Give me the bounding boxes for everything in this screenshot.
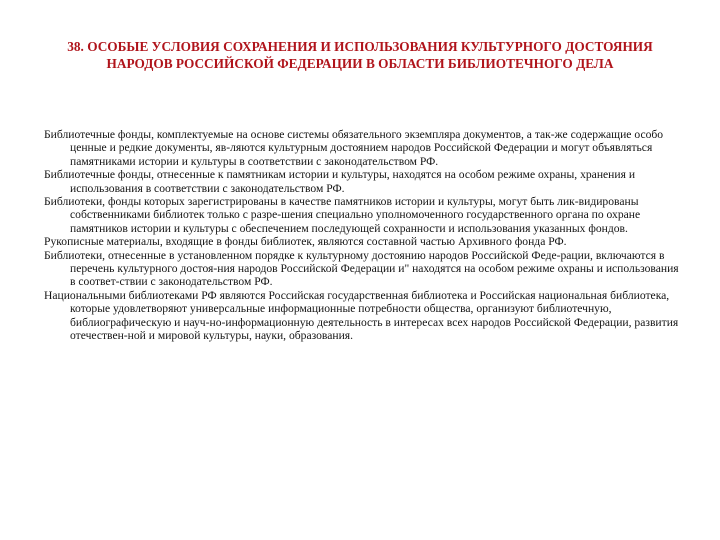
paragraph-national-libraries: Национальными библиотеками РФ являются Российская государственная библиотека и Российская национальная библиотека, которые удовлетворяют универсальные информационные потребности общества, организуют библиотечную, библиографическую и науч-но-информационную деятельность в интересах всех народов Российской Федерации, развития отечествен-ной и мировой культуры, науки, образования. <box>44 288 679 343</box>
paragraph-library-liquidation: Библиотеки, фонды которых зарегистрированы в качестве памятников истории и культуры, могут быть лик-видированы собственниками библиотек только с разре-шения специально уполномоченного государственного органа по охране памятников истории и культуры с обеспечением последующей сохранности и использования указанных фондов. <box>44 195 641 235</box>
slide-title: 38. ОСОБЫЕ УСЛОВИЯ СОХРАНЕНИЯ И ИСПОЛЬЗОВАНИЯ КУЛЬТУРНОГО ДОСТОЯНИЯ НАРОДОВ РОССИЙСКОЙ ФЕДЕРАЦИИ В ОБЛАСТИ БИБЛИОТЕЧНОГО ДЕЛА <box>67 39 653 71</box>
paragraph-protected-funds: Библиотечные фонды, отнесенные к памятникам истории и культуры, находятся на особом режиме охраны, хранения и использования в соответствии с законодательством РФ. <box>44 168 636 195</box>
paragraph-cultural-heritage-libraries: Библиотеки, отнесенные в установленном порядке к культурному достоянию народов Российской Феде-рации, включаются в перечень культурного достоя-ния народов Российской Федерации и" находятся на особом режиме охраны и использования в соответ-ствии с законодательством РФ. <box>44 248 679 289</box>
paragraph-manuscripts: Рукописные материалы, входящие в фонды библиотек, являются составной частью Архивного фонда РФ. <box>44 235 567 249</box>
slide-body <box>44 128 686 343</box>
paragraph-legal-deposit-funds: Библиотечные фонды, комплектуемые на основе системы обязательного экземпляра документов, а так-же содержащие особо ценные и редкие документы, яв-ляются культурным достоянием народов Российской Федерации и могут объявляться памятниками истории и культуры в соответствии с законодательством РФ. <box>44 128 664 168</box>
